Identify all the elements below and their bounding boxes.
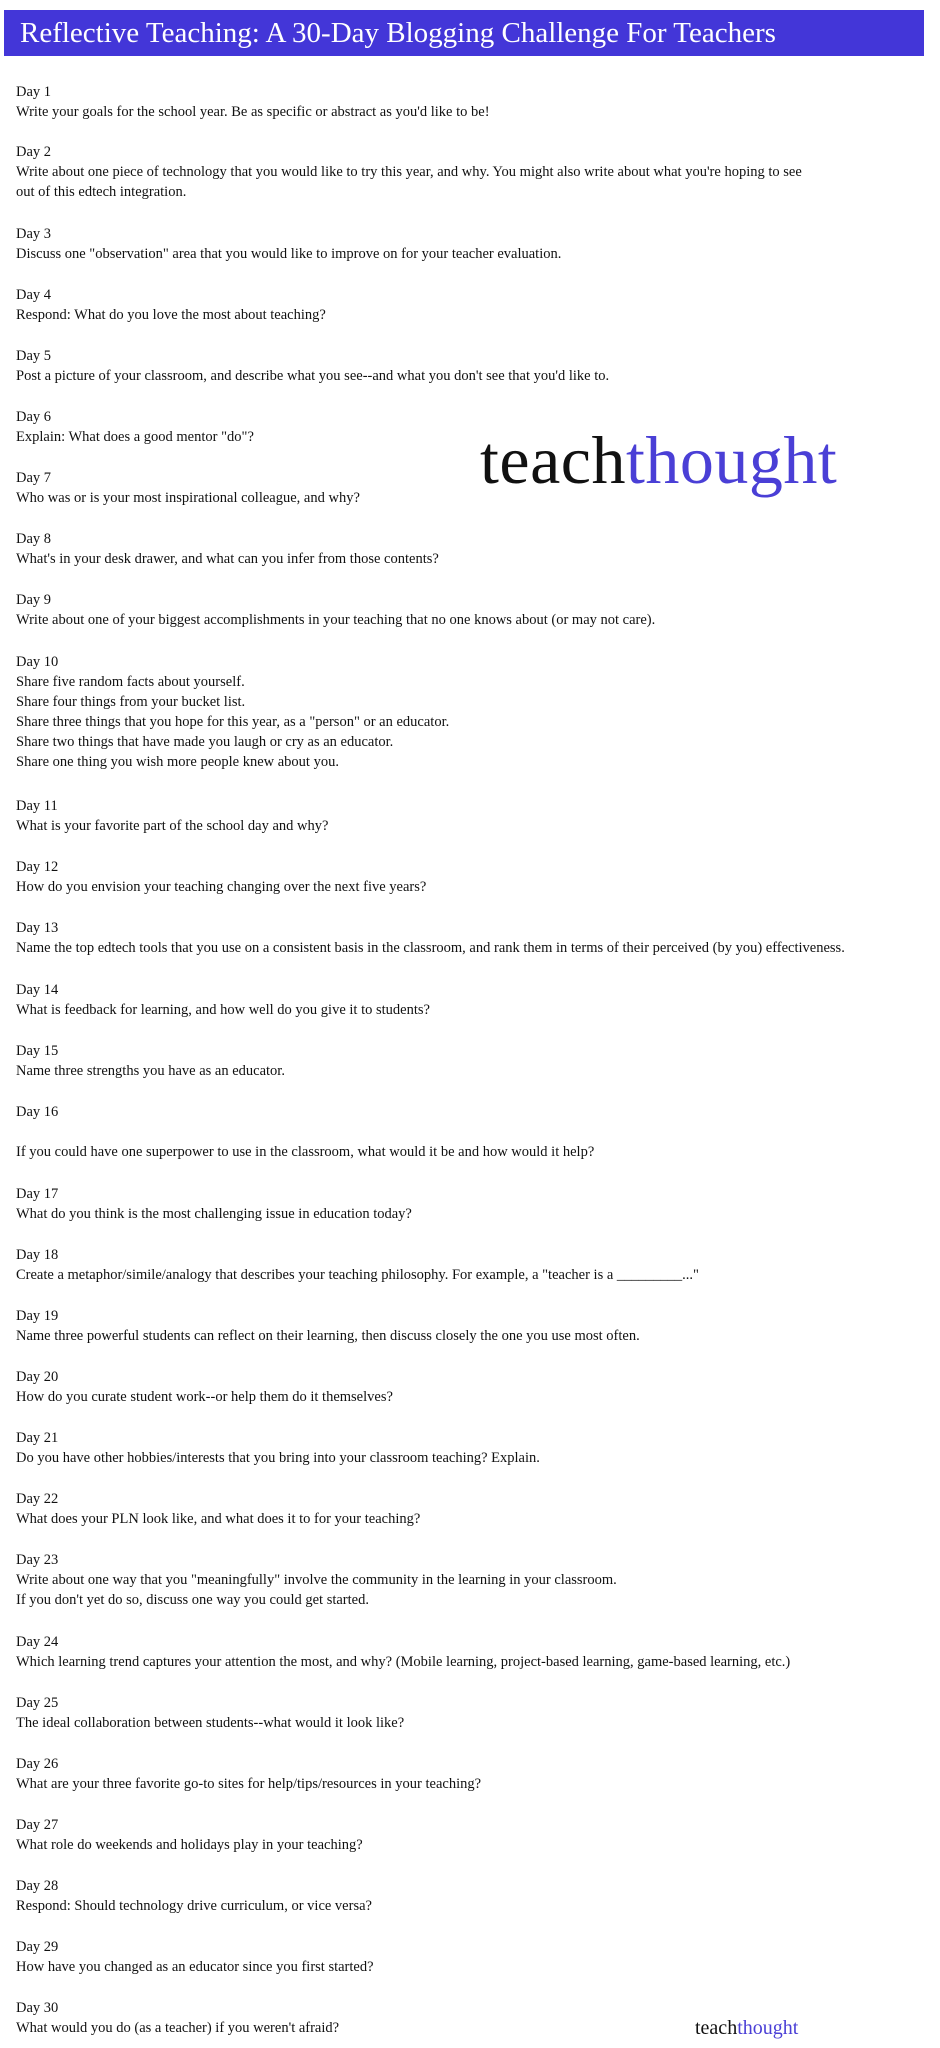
day-prompt-line <box>16 1122 594 1142</box>
day-prompt-line: Name three powerful students can reflect on their learning, then discuss closely the one you use most often. <box>16 1328 640 1344</box>
day-entry <box>16 1937 374 1977</box>
day-prompt-line: Name the top edtech tools that you use on a consistent basis in the classroom, and rank them in terms of their perceived (by you) effectiveness. <box>16 940 845 956</box>
footer-logo-part-thought: thought <box>737 2017 799 2039</box>
day-entry <box>16 468 360 508</box>
day-label: Day 14 <box>16 982 59 998</box>
day-entry <box>16 142 802 202</box>
day-entry <box>16 1998 339 2038</box>
day-entry <box>16 590 655 630</box>
day-label: Day 23 <box>16 1552 59 1568</box>
day-label: Day 2 <box>16 144 52 160</box>
day-prompt-line: What would you do (as a teacher) if you weren't afraid? <box>16 2020 340 2036</box>
day-label: Day 4 <box>16 287 52 303</box>
day-prompt-line: Respond: Should technology drive curriculum, or vice versa? <box>16 1898 372 1914</box>
day-label: Day 9 <box>16 592 52 608</box>
day-prompt-line: Write about one of your biggest accomplishments in your teaching that no one knows about (or may not care). <box>16 612 656 628</box>
day-label: Day 10 <box>16 654 59 670</box>
day-entry <box>16 857 426 897</box>
day-entry <box>16 1041 285 1081</box>
day-prompt-line: What is feedback for learning, and how well do you give it to students? <box>16 1002 430 1018</box>
day-entry <box>16 1632 790 1672</box>
day-entry <box>16 529 439 569</box>
day-prompt-line: Post a picture of your classroom, and describe what you see--and what you don't see that you'd like to. <box>16 368 610 384</box>
day-prompt-line: If you don't yet do so, discuss one way you could get started. <box>16 1592 369 1608</box>
day-prompt-line: How do you curate student work--or help them do it themselves? <box>16 1389 393 1405</box>
day-prompt-line: Write about one way that you "meaningfully" involve the community in the learning in your classroom. <box>16 1572 617 1588</box>
day-prompt-line: Write your goals for the school year. Be as specific or abstract as you'd like to be! <box>16 104 490 120</box>
logo-part-teach: teach <box>480 422 626 498</box>
day-prompt-line: Share one thing you wish more people knew about you. <box>16 754 339 770</box>
day-label: Day 17 <box>16 1186 59 1202</box>
day-entry <box>16 1245 699 1285</box>
day-label: Day 26 <box>16 1756 59 1772</box>
day-prompt-line: What role do weekends and holidays play in your teaching? <box>16 1837 363 1853</box>
day-label: Day 15 <box>16 1043 59 1059</box>
day-entry <box>16 1367 393 1407</box>
logo-part-thought: thought <box>625 422 838 498</box>
day-label: Day 28 <box>16 1878 59 1894</box>
day-prompt-line: What do you think is the most challenging issue in education today? <box>16 1206 412 1222</box>
day-prompt-line: If you could have one superpower to use in the classroom, what would it be and how would it help? <box>16 1144 595 1160</box>
day-prompt-line: Create a metaphor/simile/analogy that describes your teaching philosophy. For example, a "teacher is a _________..." <box>16 1267 699 1283</box>
day-entry <box>16 796 328 836</box>
day-entry <box>16 1693 404 1733</box>
day-label: Day 5 <box>16 348 52 364</box>
day-prompt-line: The ideal collaboration between students--what would it look like? <box>16 1715 405 1731</box>
day-label: Day 21 <box>16 1430 59 1446</box>
day-prompt-line: What are your three favorite go-to sites for help/tips/resources in your teaching? <box>16 1776 482 1792</box>
day-entry <box>16 1306 640 1346</box>
day-label: Day 20 <box>16 1369 59 1385</box>
day-label: Day 29 <box>16 1939 59 1955</box>
day-prompt-line: Do you have other hobbies/interests that you bring into your classroom teaching? Explain. <box>16 1450 540 1466</box>
day-entry <box>16 652 449 772</box>
day-label: Day 16 <box>16 1104 59 1120</box>
day-entry <box>16 82 490 122</box>
day-label: Day 19 <box>16 1308 59 1324</box>
day-prompt-line: Share five random facts about yourself. <box>16 674 245 690</box>
day-prompt-line: What's in your desk drawer, and what can you infer from those contents? <box>16 551 439 567</box>
day-prompt-line: What does your PLN look like, and what does it to for your teaching? <box>16 1511 421 1527</box>
day-prompt-line: Discuss one "observation" area that you would like to improve on for your teacher evaluation. <box>16 246 562 262</box>
day-entry <box>16 1102 594 1162</box>
day-prompt-line: Share three things that you hope for this year, as a "person" or an educator. <box>16 714 450 730</box>
day-label: Day 7 <box>16 470 52 486</box>
day-label: Day 12 <box>16 859 59 875</box>
day-label: Day 27 <box>16 1817 59 1833</box>
day-entry <box>16 1754 481 1794</box>
day-prompt-line: Share four things from your bucket list. <box>16 694 246 710</box>
page-title: Reflective Teaching: A 30-Day Blogging Challenge For Teachers <box>4 10 924 56</box>
day-entry <box>16 1184 412 1224</box>
day-entry <box>16 1550 617 1610</box>
day-entry <box>16 1876 372 1916</box>
day-label: Day 30 <box>16 2000 59 2016</box>
teachthought-footer-logo <box>695 2016 798 2040</box>
day-prompt-line: Explain: What does a good mentor "do"? <box>16 429 254 445</box>
day-label: Day 6 <box>16 409 52 425</box>
teachthought-logo <box>480 420 837 500</box>
day-label: Day 8 <box>16 531 52 547</box>
day-label: Day 24 <box>16 1634 59 1650</box>
day-entry <box>16 346 609 386</box>
day-entry <box>16 407 254 447</box>
day-entry <box>16 1489 420 1529</box>
day-prompt-line: Name three strengths you have as an educator. <box>16 1063 285 1079</box>
day-label: Day 3 <box>16 226 52 242</box>
day-prompt-line: How have you changed as an educator since you first started? <box>16 1959 374 1975</box>
day-label: Day 1 <box>16 84 52 100</box>
day-prompt-line: How do you envision your teaching changing over the next five years? <box>16 879 427 895</box>
day-entry <box>16 224 561 264</box>
day-prompt-line: Respond: What do you love the most about teaching? <box>16 307 326 323</box>
day-prompt-line: Who was or is your most inspirational colleague, and why? <box>16 490 360 506</box>
day-prompt-line: What is your favorite part of the school day and why? <box>16 818 329 834</box>
day-entry <box>16 1815 363 1855</box>
day-prompt-line: Write about one piece of technology that you would like to try this year, and why. You might also write about what you're hoping to see <box>16 164 802 180</box>
day-label: Day 11 <box>16 798 58 814</box>
day-prompt-line: out of this edtech integration. <box>16 184 187 200</box>
day-prompt-line: Which learning trend captures your attention the most, and why? (Mobile learning, project-based learning, game-based learning, etc.) <box>16 1654 791 1670</box>
day-label: Day 22 <box>16 1491 59 1507</box>
day-entry <box>16 1428 540 1468</box>
footer-logo-part-teach: teach <box>695 2017 738 2039</box>
day-prompt-line: Share two things that have made you laugh or cry as an educator. <box>16 734 394 750</box>
day-label: Day 13 <box>16 920 59 936</box>
day-label: Day 18 <box>16 1247 59 1263</box>
day-label: Day 25 <box>16 1695 59 1711</box>
day-entry <box>16 285 326 325</box>
day-entry <box>16 980 430 1020</box>
day-entry <box>16 918 845 958</box>
